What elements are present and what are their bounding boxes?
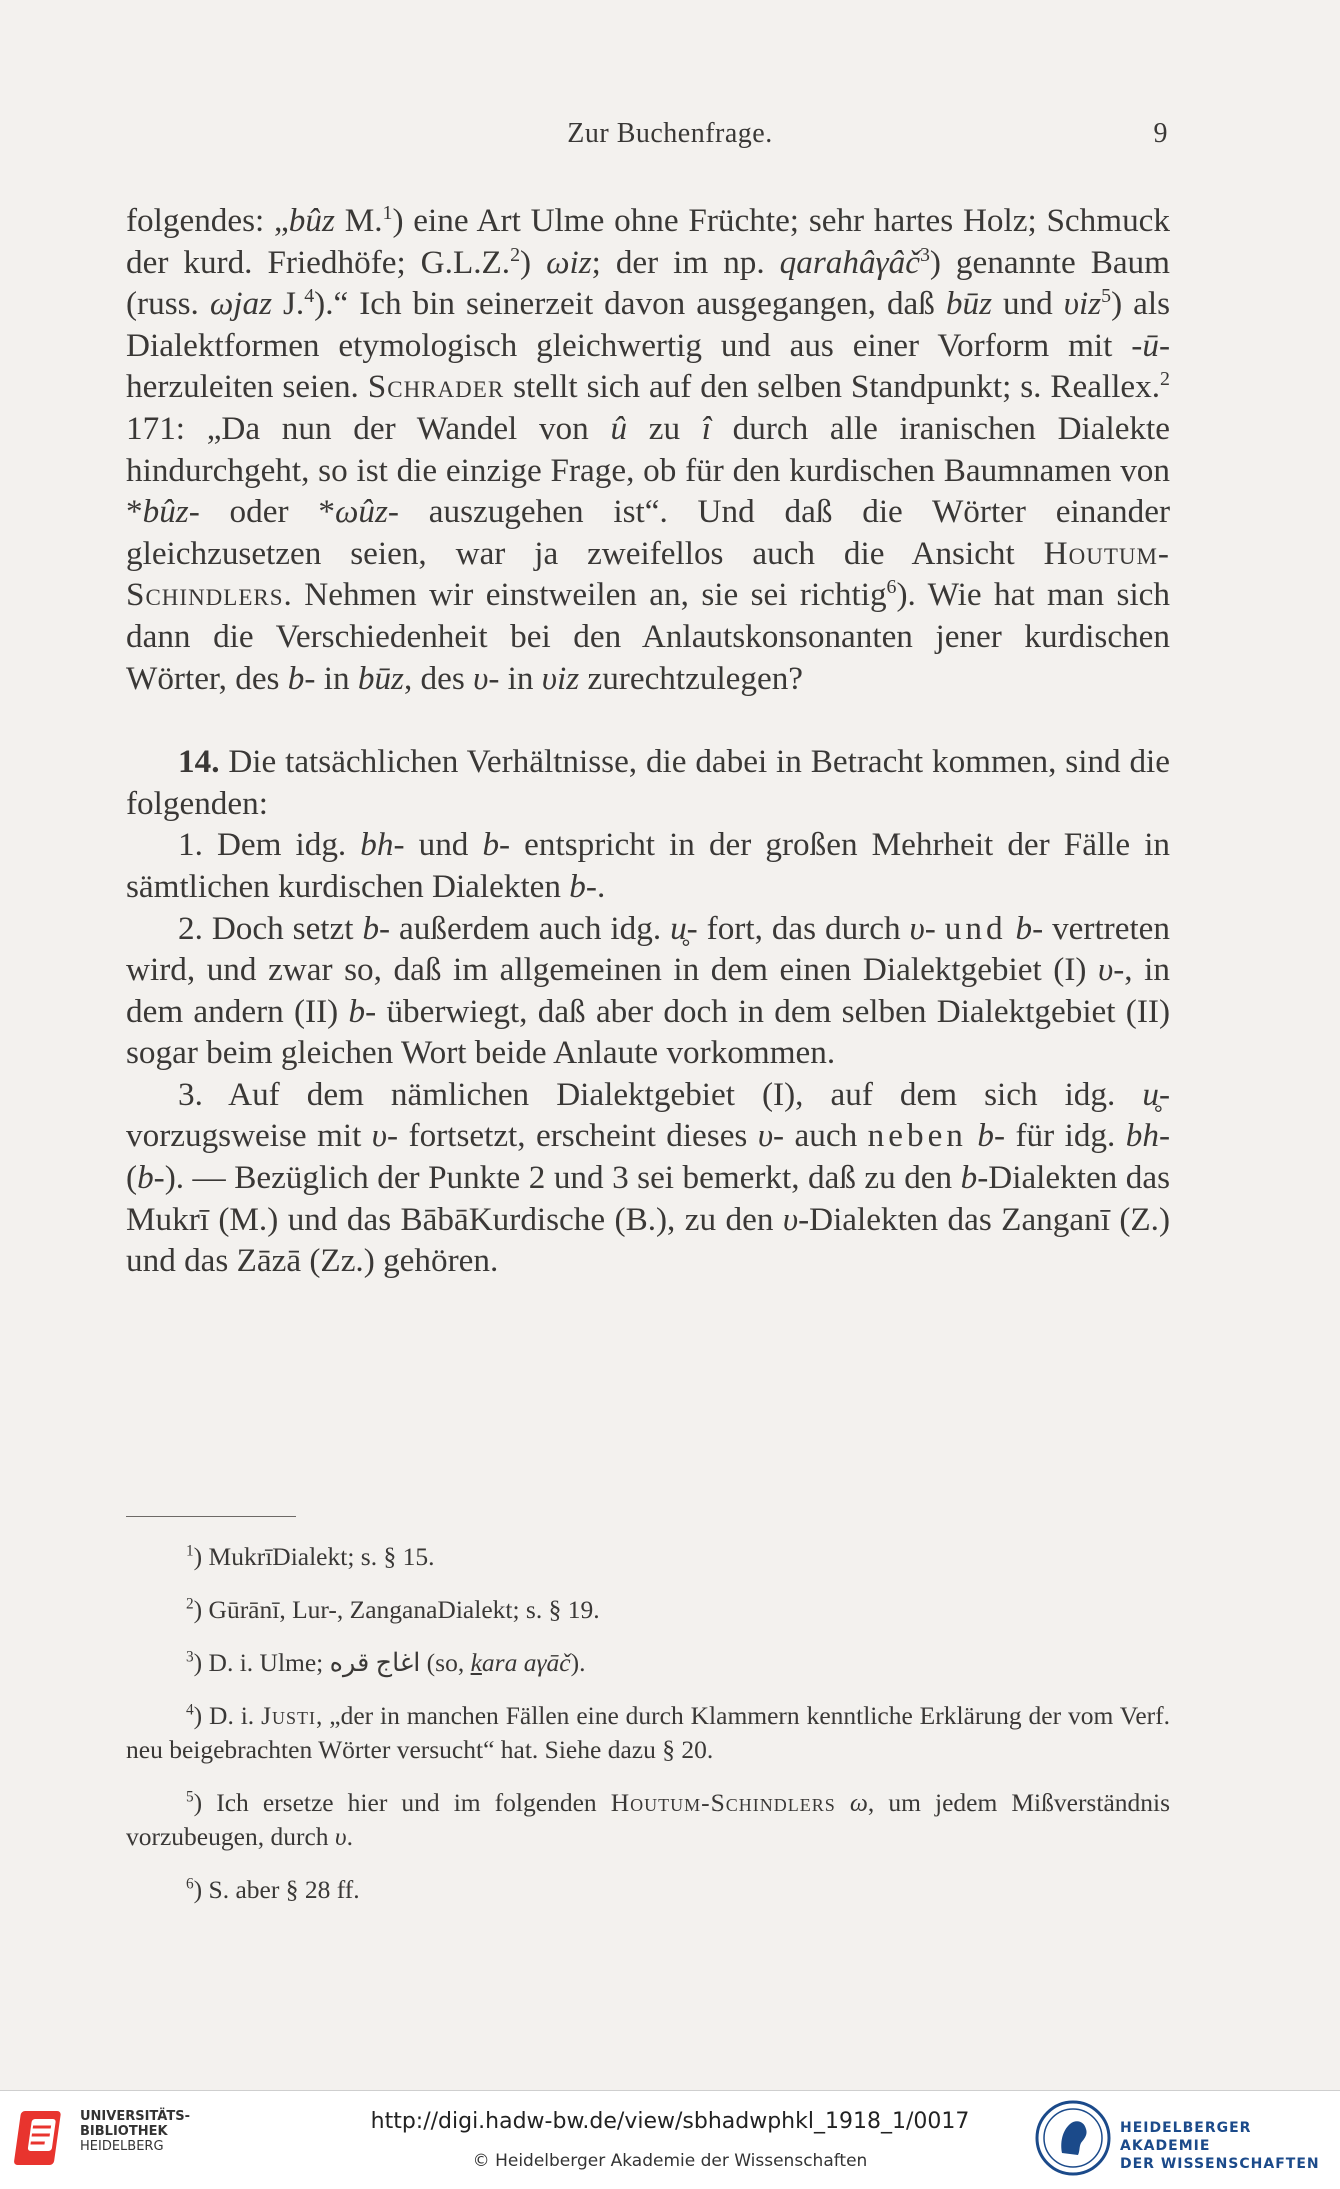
viewer-footer — [0, 2090, 1340, 2189]
footnote-2: $^2$) Gūrānī, Lur-, ZanganaDialekt; s. § 19. — [186, 1595, 600, 1624]
footnote-1: $^1$) MukrīDialekt; s. § 15. — [186, 1542, 435, 1571]
paragraph-intro: folgendes: „bûz M.$^1$) eine Art Ulme ohne Früchte; sehr hartes Holz; Schmuck der kurd. Friedhöfe; G.L.Z.$^2$) ωiz; der im np. qarahâγâč$^3$) genannte Baum (russ. ωjaz J.$^4$).“ Ich bin seinerzeit davon ausgegangen, daß būz und υiz$^5$) als Dialektformen etymologisch gleichwertig und aus einer Vorform mit -ū- herzuleiten seien. Schrader stellt sich auf den selben Standpunkt; s. Reallex.$^2$ 171: „Da nun der Wandel von û zu î durch alle iranischen Dialekte hindurchgeht, so ist die einzige Frage, ob für den kurdischen Baumnamen von *bûz- oder *ωûz- auszugehen ist“. Und daß die Wörter einander gleichzusetzen seien, war ja zweifellos auch die Ansicht Houtum-Schindlers. Nehmen wir einstweilen an, sie sei richtig$^6$). Wie hat man sich dann die Verschiedenheit bei den Anlautskonsonanten jener kurdischen Wörter, des b- in būz, des υ- in υiz zurechtzulegen? — [126, 201, 1171, 697]
paragraph-point-1: 1. Dem idg. bh- und b- entspricht in der großen Mehrheit der Fälle in sämtlichen kurdischen Dialekten b-. — [126, 826, 1171, 905]
footnote-5: $^5$) Ich ersetze hier und im folgenden Houtum-Schindlers ω, um jedem Mißverständnis vorzubeugen, durch υ. — [126, 1788, 1171, 1851]
page-number: 9 — [1153, 118, 1168, 149]
footnote-3: $^3$) D. i. Ulme; اغاج قره (so, kara aγāč). — [186, 1648, 586, 1677]
running-title: Zur Buchenfrage. — [567, 118, 773, 149]
university-library-name: UNIVERSITÄTS- BIBLIOTHEK HEIDELBERG — [80, 2109, 190, 2154]
footnote-rule — [126, 1516, 296, 1517]
footnotes — [126, 1540, 1170, 1926]
academy-name: HEIDELBERGER AKADEMIE DER WISSENSCHAFTEN — [1120, 2120, 1320, 2172]
copyright-notice: © Heidelberger Akademie der Wissenschaften — [472, 2151, 868, 2171]
main-text — [126, 200, 1170, 1282]
paragraph-point-3: 3. Auf dem nämlichen Dialektgebiet (I), auf dem sich idg. u̥- vorzugsweise mit υ- fortsetzt, erscheint dieses υ- auch neben b- für idg. bh- (b-). — Bezüglich der Punkte 2 und 3 sei bemerkt, daß zu den b-Dialekten das Mukrī (M.) und das BābāKurdische (B.), zu den υ-Dialekten das Zanganī (Z.) und das Zāzā (Zz.) gehören. — [126, 1075, 1171, 1280]
paragraph-section-14: 14. Die tatsächlichen Verhältnisse, die dabei in Betracht kommen, sind die folgenden: — [126, 743, 1170, 822]
footnote-6: $^6$) S. aber § 28 ff. — [186, 1875, 360, 1904]
academy-seal-icon — [1034, 2099, 1112, 2177]
footnote-4: $^4$) D. i. Justi, „der in manchen Fällen eine durch Klammern kenntliche Erklärung der vom Verf. neu beigebrachten Wörter versucht“ hat. Siehe dazu § 20. — [126, 1701, 1170, 1764]
paragraph-point-2: 2. Doch setzt b- außerdem auch idg. u̥- fort, das durch υ- und b- vertreten wird, und zwar so, daß im allgemeinen in dem einen Dialektgebiet (I) υ-, in dem andern (II) b- überwiegt, daß aber doch in dem selben Dialektgebiet (II) sogar beim gleichen Wort beide Anlaute vorkommen. — [126, 909, 1170, 1072]
document-url-link[interactable]: http://digi.hadw-bw.de/view/sbhadwphkl_1918_1/0017 — [370, 2109, 970, 2134]
